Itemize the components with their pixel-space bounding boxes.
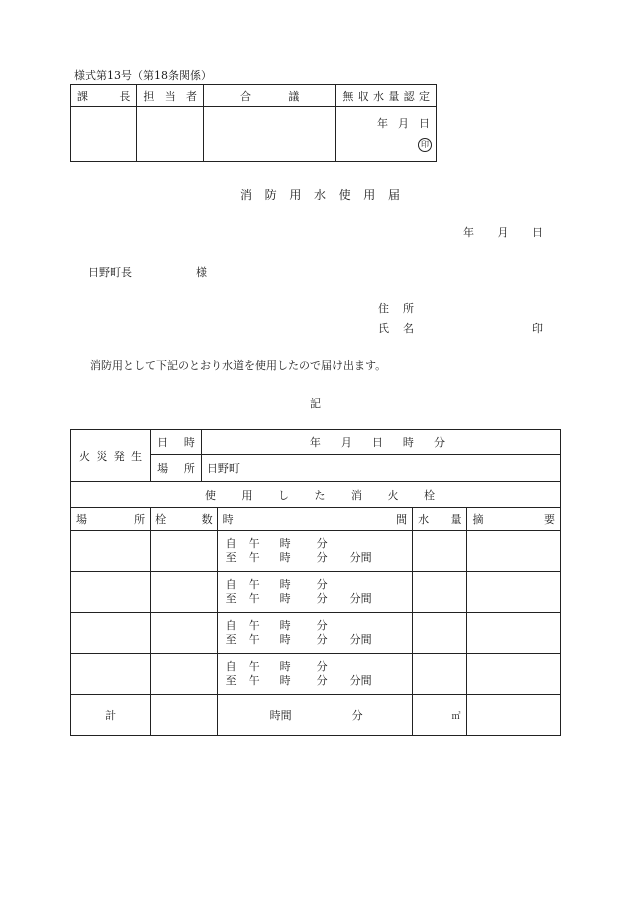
hydrant-header: 使 用 し た 消 火 栓 — [71, 482, 561, 508]
approval-seal: 印 — [418, 138, 432, 152]
submission-date[interactable]: 年 月 日 — [463, 226, 543, 239]
usage-row — [71, 654, 561, 695]
stamp-person-in-charge[interactable] — [137, 107, 204, 162]
datetime-label: 日 時 — [151, 430, 202, 455]
row-volume-field[interactable] — [413, 531, 467, 572]
col-remarks: 摘 要 — [467, 508, 561, 531]
time-from-line: 自 午 時 分 — [225, 619, 328, 632]
form-number: 様式第13号（第18条関係） — [74, 69, 212, 82]
place-label: 場 所 — [151, 455, 202, 482]
form-title: 消 防 用 水 使 用 届 — [240, 188, 400, 202]
col-place: 場 所 — [71, 508, 151, 531]
time-from-line: 自 午 時 分 — [225, 537, 328, 550]
time-to-line: 至 午 時 分 分間 — [225, 592, 372, 605]
row-time-field[interactable] — [217, 613, 412, 654]
row-time-field[interactable] — [217, 654, 412, 695]
time-to-line: 至 午 時 分 分間 — [225, 633, 372, 646]
fire-place-value: 日野町 — [206, 462, 240, 475]
approval-date: 年 月 日 — [377, 117, 430, 130]
row-time-field[interactable] — [217, 572, 412, 613]
header-section-chief: 課 長 — [77, 89, 131, 103]
header-nonrevenue-water: 無 収 水 量 認 定 — [342, 89, 430, 103]
row-remarks-field[interactable] — [467, 613, 561, 654]
row-place-field[interactable] — [71, 654, 151, 695]
row-remarks-field[interactable] — [467, 531, 561, 572]
time-to-line: 至 午 時 分 分間 — [225, 551, 372, 564]
honorific: 様 — [196, 266, 207, 279]
col-count: 栓 数 — [151, 508, 217, 531]
row-time-field[interactable] — [217, 531, 412, 572]
row-place-field[interactable] — [71, 572, 151, 613]
approval-table — [70, 84, 437, 162]
row-count-field[interactable] — [151, 613, 217, 654]
statement: 消防用として下記のとおり水道を使用したので届け出ます。 — [90, 359, 387, 372]
total-volume-field[interactable] — [413, 695, 467, 736]
stamp-consultation[interactable] — [204, 107, 336, 162]
total-count-field[interactable] — [151, 695, 217, 736]
total-label: 計 — [71, 695, 151, 736]
row-volume-field[interactable] — [413, 613, 467, 654]
name-field[interactable] — [420, 318, 520, 334]
row-remarks-field[interactable] — [467, 572, 561, 613]
usage-row — [71, 613, 561, 654]
row-volume-field[interactable] — [413, 572, 467, 613]
row-count-field[interactable] — [151, 654, 217, 695]
row-count-field[interactable] — [151, 572, 217, 613]
usage-row — [71, 531, 561, 572]
applicant-seal: 印 — [532, 322, 543, 335]
col-volume: 水 量 — [413, 508, 467, 531]
ki-mark: 記 — [310, 397, 321, 410]
header-person-in-charge: 担 当 者 — [143, 89, 198, 103]
row-place-field[interactable] — [71, 613, 151, 654]
usage-table — [70, 429, 561, 736]
addressee: 日野町長 — [88, 266, 132, 279]
fire-datetime-field[interactable]: 年 月 日 時 分 — [201, 430, 560, 455]
fire-place-field[interactable] — [201, 455, 560, 482]
approval-date-cell — [336, 107, 437, 162]
row-count-field[interactable] — [151, 531, 217, 572]
col-time: 時 間 — [217, 508, 412, 531]
volume-unit: ㎥ — [451, 711, 461, 722]
total-time-field[interactable]: 時間 分 — [217, 695, 412, 736]
row-remarks-field[interactable] — [467, 654, 561, 695]
total-remarks-field[interactable] — [467, 695, 561, 736]
address-label: 住 所 — [378, 302, 414, 315]
time-from-line: 自 午 時 分 — [225, 578, 328, 591]
fire-occurrence-label: 火 災 発 生 — [71, 430, 151, 482]
address-field[interactable] — [420, 298, 540, 314]
name-label: 氏 名 — [378, 322, 414, 335]
usage-row — [71, 572, 561, 613]
time-from-line: 自 午 時 分 — [225, 660, 328, 673]
stamp-section-chief[interactable] — [71, 107, 137, 162]
header-consultation: 合 議 — [240, 89, 300, 103]
row-place-field[interactable] — [71, 531, 151, 572]
row-volume-field[interactable] — [413, 654, 467, 695]
time-to-line: 至 午 時 分 分間 — [225, 674, 372, 687]
